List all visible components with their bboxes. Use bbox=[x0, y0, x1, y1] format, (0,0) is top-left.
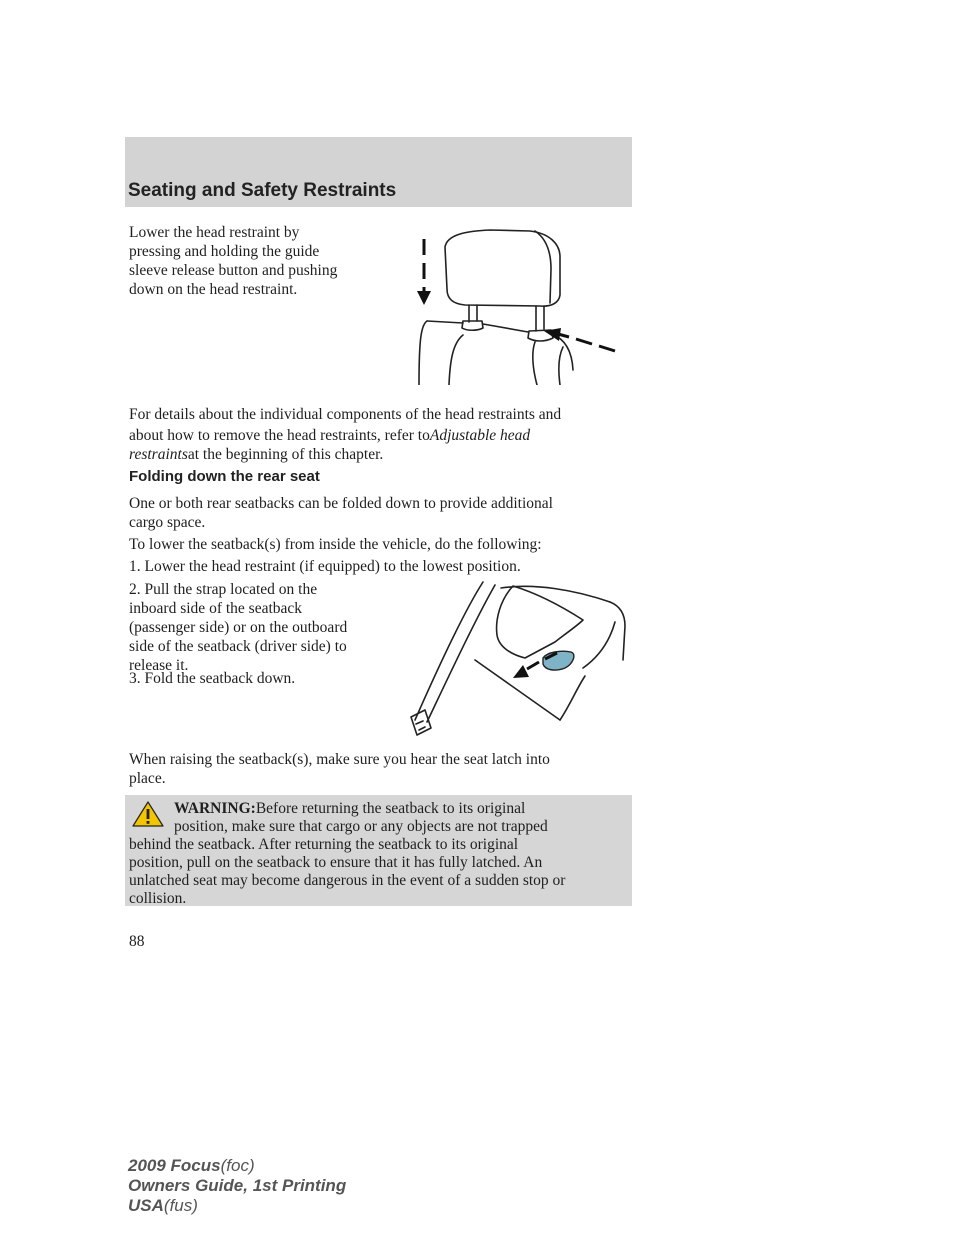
text-line: pressing and holding the guide bbox=[129, 243, 320, 260]
text-span: at the beginning of this chapter. bbox=[187, 446, 384, 463]
warning-text bbox=[129, 800, 629, 908]
para-raising bbox=[129, 750, 550, 788]
para-to-lower: To lower the seatback(s) from inside the vehicle, do the following: bbox=[129, 536, 542, 553]
text-span: about how to remove the head restraints, refer to bbox=[129, 427, 430, 444]
footer-model: 2009 Focus bbox=[128, 1156, 221, 1175]
seatback-strap-illustration bbox=[405, 580, 630, 740]
cross-reference-link: Adjustable head bbox=[429, 427, 531, 444]
page-number: 88 bbox=[129, 933, 145, 950]
subheading-folding-rear-seat: Folding down the rear seat bbox=[129, 468, 320, 485]
para-lower-restraint bbox=[129, 223, 337, 299]
text-line: collision. bbox=[129, 890, 187, 907]
step-3: 3. Fold the seatback down. bbox=[129, 670, 296, 687]
text-line: release it. bbox=[129, 657, 189, 674]
text-line: cargo space. bbox=[129, 514, 206, 531]
text-line: side of the seatback (driver side) to bbox=[129, 638, 347, 655]
text-line: For details about the individual components of the head restraints and bbox=[129, 406, 562, 423]
text-line: Lower the head restraint by bbox=[129, 224, 300, 241]
step-2 bbox=[129, 580, 347, 675]
text-line: inboard side of the seatback bbox=[129, 600, 303, 617]
warning-label: WARNING: bbox=[174, 800, 256, 817]
text-line: (passenger side) or on the outboard bbox=[129, 619, 348, 636]
text-line: sleeve release button and pushing bbox=[129, 262, 338, 279]
text-line: unlatched seat may become dangerous in the event of a sudden stop or bbox=[129, 872, 566, 889]
footer-model-code: (foc) bbox=[220, 1156, 255, 1175]
document-footer bbox=[128, 1156, 346, 1216]
para-one-or-both bbox=[129, 494, 553, 532]
text-line: One or both rear seatbacks can be folded down to provide additional bbox=[129, 495, 553, 512]
text-line: 2. Pull the strap located on the bbox=[129, 581, 318, 598]
text-span: Before returning the seatback to its original bbox=[255, 800, 526, 817]
step-1: 1. Lower the head restraint (if equipped) to the lowest position. bbox=[129, 558, 521, 575]
text-line: down on the head restraint. bbox=[129, 281, 298, 298]
text-line: position, pull on the seatback to ensure that it has fully latched. An bbox=[129, 854, 543, 871]
text-line: behind the seatback. After returning the seatback to its original bbox=[129, 836, 519, 853]
text-line: When raising the seatback(s), make sure you hear the seat latch into bbox=[129, 751, 550, 768]
footer-guide: Owners Guide, 1st Printing bbox=[128, 1176, 347, 1195]
text-line: position, make sure that cargo or any objects are not trapped bbox=[174, 818, 548, 835]
text-line: place. bbox=[129, 770, 166, 787]
para-details bbox=[129, 405, 629, 464]
head-restraint-illustration bbox=[405, 225, 620, 385]
footer-region: USA bbox=[128, 1196, 164, 1215]
section-title: Seating and Safety Restraints bbox=[128, 180, 397, 201]
cross-reference-link: restraints bbox=[129, 446, 188, 463]
footer-region-code: (fus) bbox=[163, 1196, 198, 1215]
